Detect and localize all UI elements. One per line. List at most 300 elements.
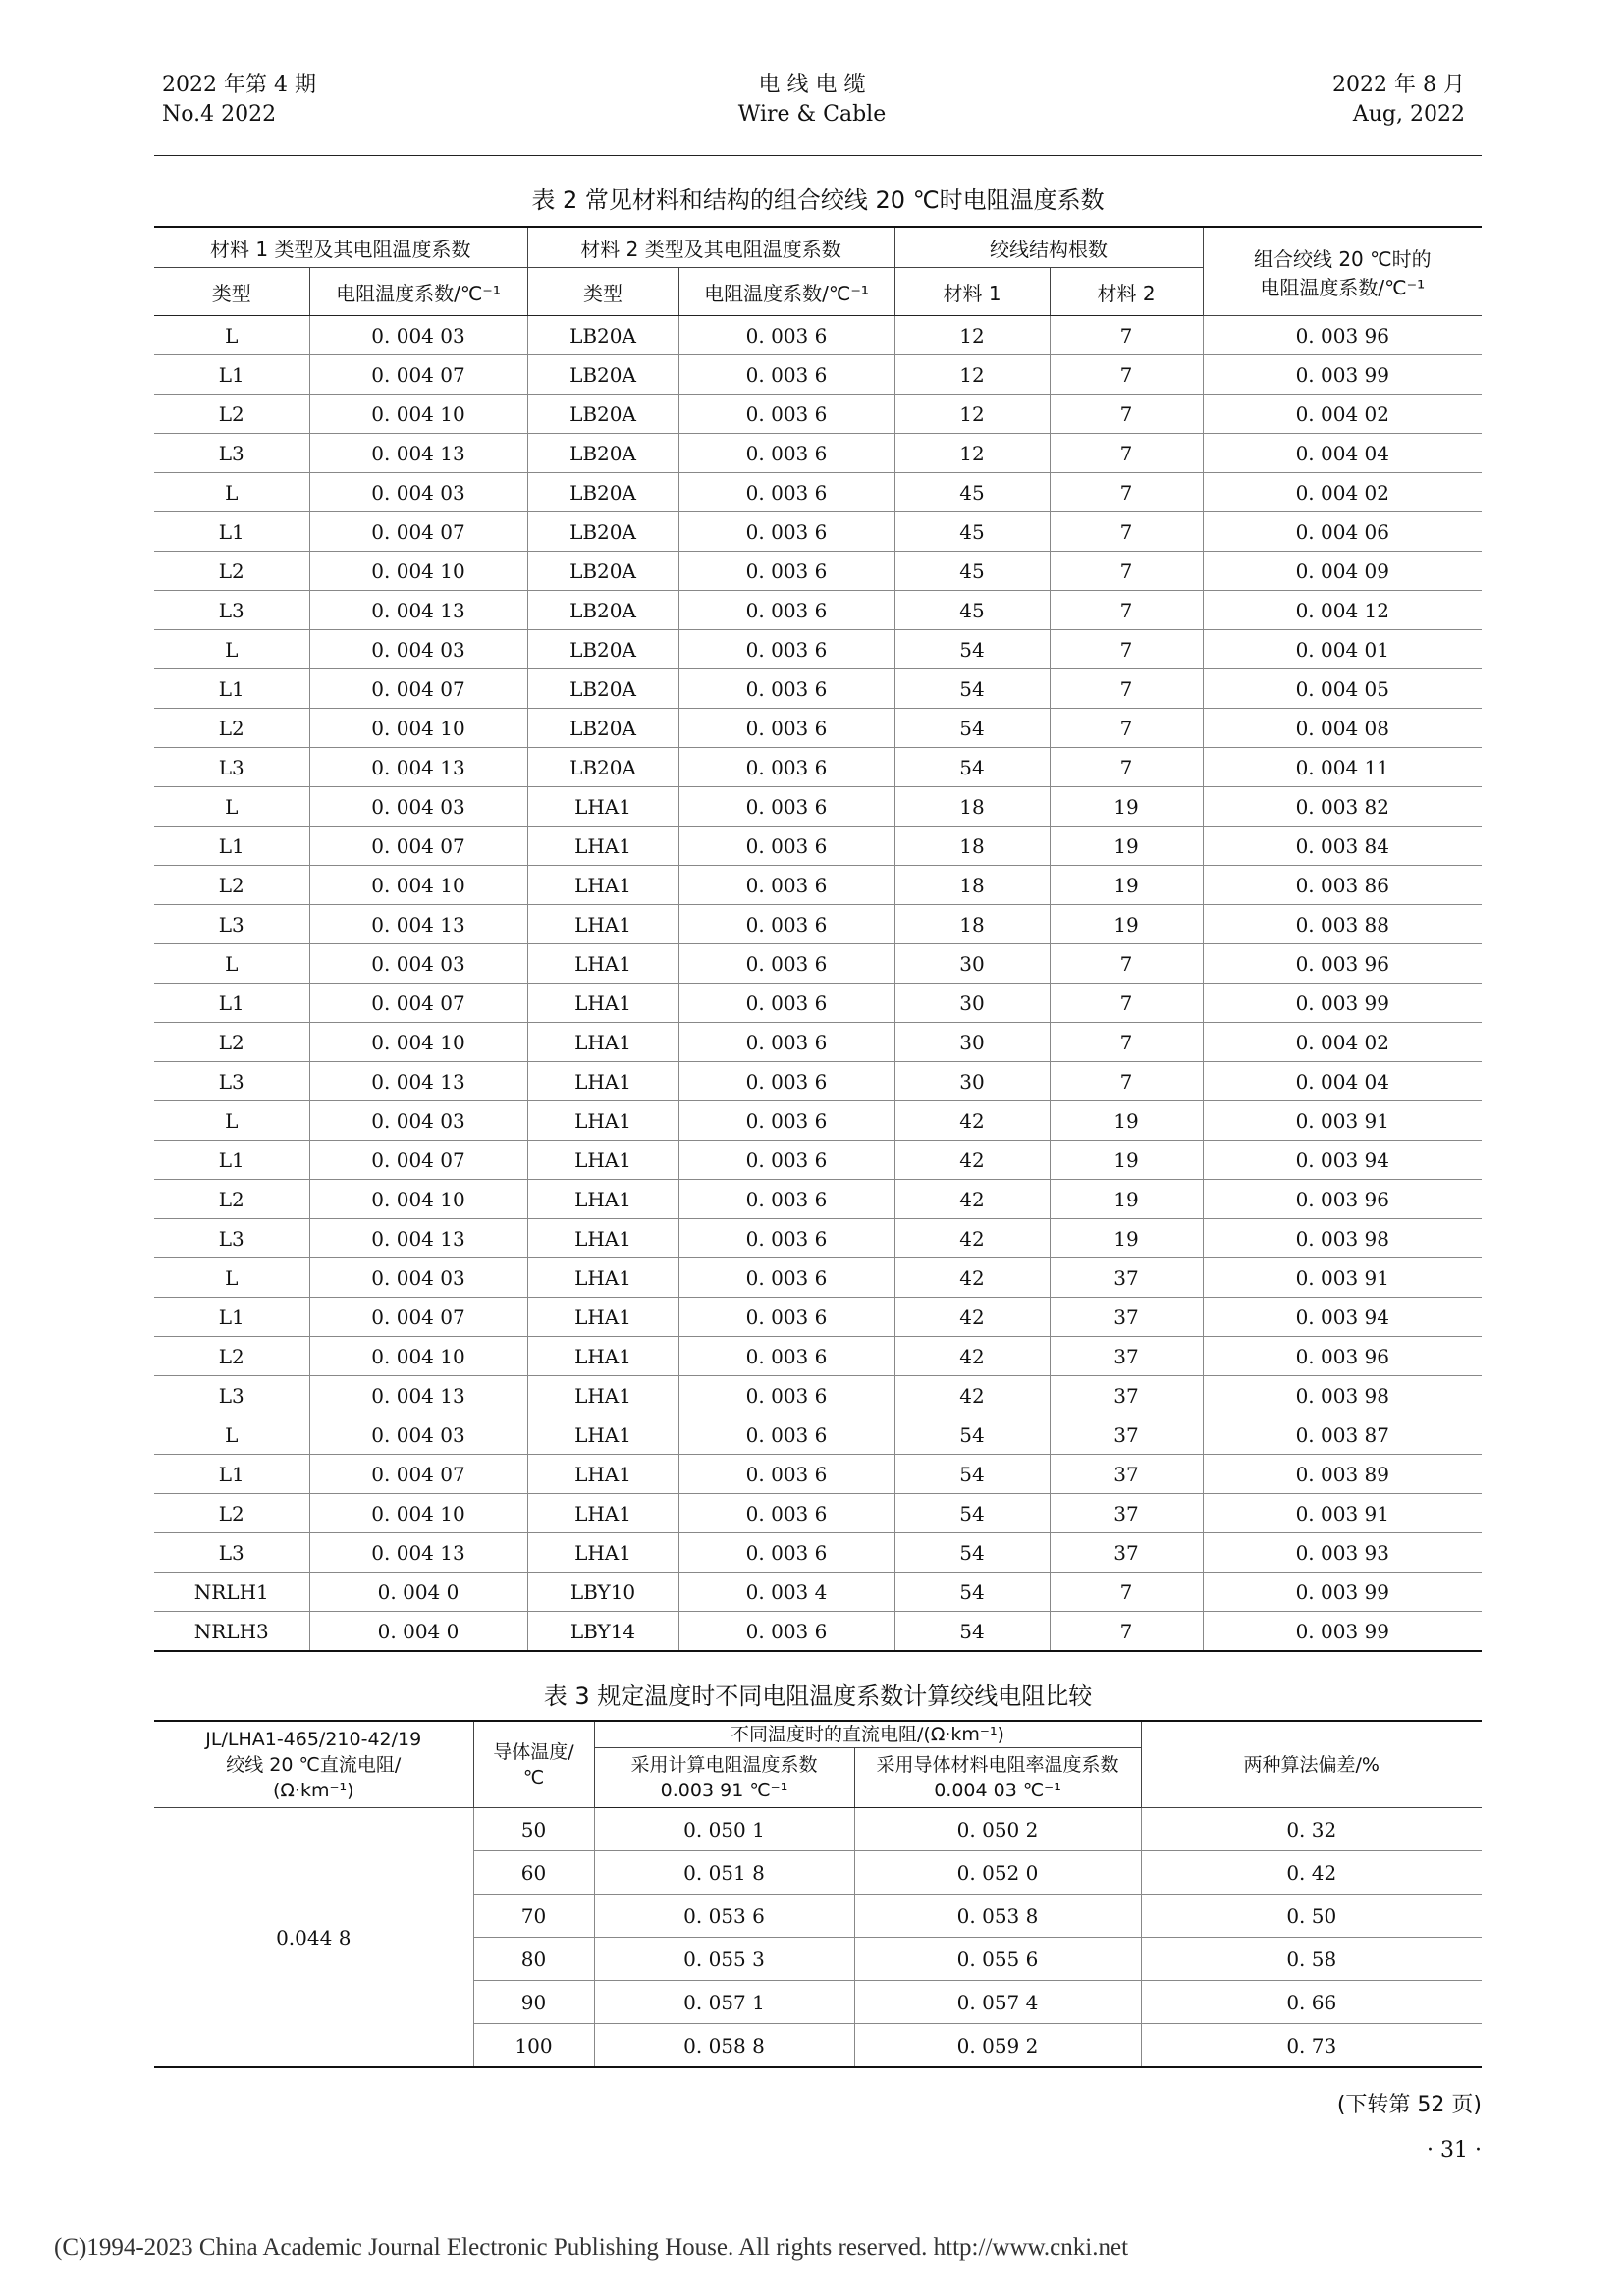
- table-cell: 45: [894, 591, 1050, 630]
- table-cell: LB20A: [527, 552, 678, 591]
- table-cell: 0. 004 06: [1203, 512, 1482, 552]
- page-number: · 31 ·: [1427, 2138, 1482, 2163]
- table-cell: 0. 003 88: [1203, 905, 1482, 944]
- table-row: [154, 1573, 1482, 1612]
- table-cell: LB20A: [527, 473, 678, 512]
- table-cell: 0. 42: [1141, 1851, 1482, 1895]
- table-row: [154, 552, 1482, 591]
- header-combined-coef: [1203, 227, 1482, 316]
- table-cell: LB20A: [527, 316, 678, 355]
- header-material2: 材料 2 类型及其电阻温度系数: [527, 227, 894, 268]
- table-row: [154, 1376, 1482, 1415]
- table-cell: 0. 004 03: [309, 944, 527, 984]
- table-cell: 0. 004 11: [1203, 748, 1482, 787]
- table-cell: 37: [1050, 1258, 1203, 1298]
- header-combined-coef-line1: 组合绞线 20 ℃时的: [1253, 246, 1432, 271]
- table-cell: LBY14: [527, 1612, 678, 1652]
- table-row: [154, 1533, 1482, 1573]
- header-strand-resistance-line1: JL/LHA1-465/210-42/19: [205, 1728, 422, 1750]
- table-cell: LB20A: [527, 395, 678, 434]
- table-cell: L1: [154, 512, 309, 552]
- table-cell: 37: [1050, 1298, 1203, 1337]
- table-cell: 0. 003 4: [678, 1573, 894, 1612]
- table-cell: 7: [1050, 1573, 1203, 1612]
- table-cell: L3: [154, 1533, 309, 1573]
- table-row: [154, 748, 1482, 787]
- header-type1: 类型: [154, 268, 309, 316]
- table-cell: 7: [1050, 473, 1203, 512]
- table-cell: 45: [894, 552, 1050, 591]
- table-cell: 0. 003 94: [1203, 1141, 1482, 1180]
- table-cell: LB20A: [527, 512, 678, 552]
- header-count1: 材料 1: [894, 268, 1050, 316]
- table-cell: 7: [1050, 944, 1203, 984]
- journal-date: [1332, 71, 1465, 130]
- table-cell: 7: [1050, 1062, 1203, 1101]
- table-cell: 0. 003 6: [678, 630, 894, 669]
- table-cell: LHA1: [527, 787, 678, 827]
- table-cell: 18: [894, 905, 1050, 944]
- table-cell: 0. 003 82: [1203, 787, 1482, 827]
- table-cell: 0. 73: [1141, 2024, 1482, 2068]
- table-cell: 42: [894, 1141, 1050, 1180]
- table-cell: 12: [894, 355, 1050, 395]
- table-row: [154, 1062, 1482, 1101]
- table-cell: L1: [154, 1141, 309, 1180]
- table-cell: 30: [894, 984, 1050, 1023]
- table-row: [154, 1141, 1482, 1180]
- table-cell: 0. 004 10: [309, 709, 527, 748]
- table-cell: 0. 004 03: [309, 1415, 527, 1455]
- table-cell: LHA1: [527, 984, 678, 1023]
- issue-cn: 2022 年第 4 期: [162, 73, 316, 97]
- table-cell: 0. 003 99: [1203, 1612, 1482, 1652]
- table-cell: 60: [473, 1851, 594, 1895]
- table-cell: 54: [894, 1494, 1050, 1533]
- table-cell: L: [154, 787, 309, 827]
- table-cell: 0. 004 03: [309, 473, 527, 512]
- table-cell: 12: [894, 434, 1050, 473]
- table-cell: 0. 004 01: [1203, 630, 1482, 669]
- table-cell: 54: [894, 1415, 1050, 1455]
- table-cell: 19: [1050, 1101, 1203, 1141]
- table-cell: 30: [894, 1023, 1050, 1062]
- table-row: [154, 787, 1482, 827]
- table-cell: NRLH3: [154, 1612, 309, 1652]
- date-cn: 2022 年 8 月: [1332, 73, 1465, 97]
- table-cell: 0. 004 13: [309, 1219, 527, 1258]
- table-cell: 0. 004 13: [309, 434, 527, 473]
- table-cell: 0. 003 6: [678, 355, 894, 395]
- table-cell: LB20A: [527, 748, 678, 787]
- table-cell: L: [154, 1101, 309, 1141]
- table-cell: 0. 004 07: [309, 984, 527, 1023]
- table-cell: 0. 053 6: [594, 1895, 854, 1938]
- table-cell: LHA1: [527, 866, 678, 905]
- table-row: [154, 512, 1482, 552]
- table-cell: 0. 003 86: [1203, 866, 1482, 905]
- table-cell: 0. 057 4: [854, 1981, 1141, 2024]
- table-cell: 0. 003 6: [678, 395, 894, 434]
- table-row: [154, 905, 1482, 944]
- table-cell: 0. 003 91: [1203, 1101, 1482, 1141]
- table-cell: 54: [894, 709, 1050, 748]
- table-cell: 0. 003 6: [678, 512, 894, 552]
- header-strand-count: 绞线结构根数: [894, 227, 1203, 268]
- table-cell: 0. 004 03: [309, 1101, 527, 1141]
- header-deviation: 两种算法偏差/%: [1141, 1721, 1482, 1808]
- header-conductor-temp-line1: 导体温度/: [493, 1740, 574, 1763]
- table-cell: L: [154, 316, 309, 355]
- table-cell: 0. 003 6: [678, 1376, 894, 1415]
- table-cell: 0. 051 8: [594, 1851, 854, 1895]
- table-cell: 0. 003 6: [678, 1415, 894, 1455]
- table-cell: 0. 004 13: [309, 591, 527, 630]
- table-cell: 0. 003 99: [1203, 355, 1482, 395]
- table-row: [154, 709, 1482, 748]
- table-cell: 0. 004 10: [309, 1337, 527, 1376]
- table-cell: 0. 003 6: [678, 1141, 894, 1180]
- table-cell: 19: [1050, 905, 1203, 944]
- table-cell: 0. 003 94: [1203, 1298, 1482, 1337]
- table-cell: 7: [1050, 512, 1203, 552]
- table-cell: LHA1: [527, 1023, 678, 1062]
- table-cell: 0. 004 02: [1203, 1023, 1482, 1062]
- table-cell: 19: [1050, 1141, 1203, 1180]
- table3-caption: 表 3 规定温度时不同电阻温度系数计算绞线电阻比较: [543, 1682, 1093, 1710]
- table-cell: 0. 004 07: [309, 827, 527, 866]
- table-cell: 0. 003 6: [678, 434, 894, 473]
- table-cell: 0. 003 6: [678, 866, 894, 905]
- table-cell: 0. 004 13: [309, 1533, 527, 1573]
- table-cell: 0. 003 6: [678, 473, 894, 512]
- table2-caption: 表 2 常见材料和结构的组合绞线 20 ℃时电阻温度系数: [531, 187, 1105, 214]
- table-cell: LB20A: [527, 630, 678, 669]
- table-row: [154, 1023, 1482, 1062]
- table-cell: 0. 003 6: [678, 1180, 894, 1219]
- table-cell: L1: [154, 1455, 309, 1494]
- table-cell: 0. 050 1: [594, 1808, 854, 1851]
- header-material-coef-line1: 采用导体材料电阻率温度系数: [876, 1754, 1119, 1776]
- header-material1: 材料 1 类型及其电阻温度系数: [154, 227, 527, 268]
- header-coef2: 电阻温度系数/℃⁻¹: [678, 268, 894, 316]
- table-cell: LHA1: [527, 1533, 678, 1573]
- table-cell: LHA1: [527, 827, 678, 866]
- table-cell: 0. 003 99: [1203, 984, 1482, 1023]
- table-cell: L2: [154, 1337, 309, 1376]
- table-cell: LHA1: [527, 1376, 678, 1415]
- header-strand-resistance: [154, 1721, 473, 1808]
- table-cell: L1: [154, 1298, 309, 1337]
- table-cell: 18: [894, 827, 1050, 866]
- table-cell: LHA1: [527, 1062, 678, 1101]
- table-cell: LB20A: [527, 434, 678, 473]
- table-row: [154, 591, 1482, 630]
- header-conductor-temp: [473, 1721, 594, 1808]
- table-cell: 0. 004 07: [309, 1298, 527, 1337]
- table-cell: LHA1: [527, 1101, 678, 1141]
- table-cell: 37: [1050, 1455, 1203, 1494]
- table-cell: 37: [1050, 1494, 1203, 1533]
- table-row: [154, 1455, 1482, 1494]
- table-cell: 0. 003 6: [678, 944, 894, 984]
- header-calc-coef-line1: 采用计算电阻温度系数: [630, 1754, 818, 1776]
- table-row: [154, 1101, 1482, 1141]
- table-cell: 0. 004 13: [309, 905, 527, 944]
- table-cell: 0. 004 03: [309, 1258, 527, 1298]
- table-cell: 0. 003 6: [678, 1455, 894, 1494]
- table-cell: L2: [154, 552, 309, 591]
- table-cell: 0. 050 2: [854, 1808, 1141, 1851]
- header-material-coef: [854, 1748, 1141, 1808]
- table-cell: 0. 053 8: [854, 1895, 1141, 1938]
- table-cell: 12: [894, 395, 1050, 434]
- journal-title-cn: 电 线 电 缆: [758, 73, 866, 97]
- table-cell: 0. 055 3: [594, 1938, 854, 1981]
- header-combined-coef-line2: 电阻温度系数/℃⁻¹: [1260, 275, 1426, 299]
- table-cell: L3: [154, 905, 309, 944]
- table-cell: 0. 003 98: [1203, 1219, 1482, 1258]
- table-cell: 0. 004 10: [309, 552, 527, 591]
- issue-en: No.4 2022: [162, 102, 277, 127]
- table-cell: L2: [154, 395, 309, 434]
- table-cell: 0. 004 07: [309, 1455, 527, 1494]
- table-row: [154, 355, 1482, 395]
- header-coef1: 电阻温度系数/℃⁻¹: [309, 268, 527, 316]
- table-cell: 0. 004 0: [309, 1612, 527, 1652]
- table-cell: 19: [1050, 827, 1203, 866]
- header-conductor-temp-line2: ℃: [522, 1766, 545, 1789]
- table-cell: 0. 003 99: [1203, 1573, 1482, 1612]
- table-cell: L3: [154, 1062, 309, 1101]
- table-cell: 0. 004 04: [1203, 1062, 1482, 1101]
- table-cell: 0. 003 87: [1203, 1415, 1482, 1455]
- table-cell: 42: [894, 1180, 1050, 1219]
- table-cell: 7: [1050, 630, 1203, 669]
- table-cell: 0. 055 6: [854, 1938, 1141, 1981]
- table-cell: 0. 003 6: [678, 669, 894, 709]
- header-calc-coef-line2: 0.003 91 ℃⁻¹: [660, 1780, 788, 1801]
- table-cell: LHA1: [527, 905, 678, 944]
- table-cell: 0. 003 6: [678, 748, 894, 787]
- table-cell: 0. 004 10: [309, 866, 527, 905]
- table-cell: L2: [154, 1023, 309, 1062]
- table-cell: 0. 004 10: [309, 1180, 527, 1219]
- table-cell: 0. 004 13: [309, 1062, 527, 1101]
- table-cell: 7: [1050, 552, 1203, 591]
- table2: [154, 226, 1482, 1652]
- table-cell: LHA1: [527, 944, 678, 984]
- table-cell: 0. 003 91: [1203, 1258, 1482, 1298]
- table-cell: 0. 003 91: [1203, 1494, 1482, 1533]
- table-cell: 0. 004 03: [309, 316, 527, 355]
- table-row: [154, 944, 1482, 984]
- table-cell: 0. 003 6: [678, 1062, 894, 1101]
- continued-note: (下转第 52 页): [1336, 2093, 1482, 2117]
- table-cell: 0. 004 09: [1203, 552, 1482, 591]
- table-row: [154, 630, 1482, 669]
- table-cell: 0. 004 07: [309, 669, 527, 709]
- table-row: [154, 1258, 1482, 1298]
- table-cell: 0. 059 2: [854, 2024, 1141, 2068]
- table-cell: 54: [894, 1455, 1050, 1494]
- date-en: Aug, 2022: [1352, 102, 1465, 127]
- table-cell: 42: [894, 1258, 1050, 1298]
- table-cell: LHA1: [527, 1180, 678, 1219]
- table-cell: L3: [154, 591, 309, 630]
- table-cell: 18: [894, 787, 1050, 827]
- table-cell: L: [154, 473, 309, 512]
- header-calc-coef: [594, 1748, 854, 1808]
- table-cell: L: [154, 1258, 309, 1298]
- table-cell: 54: [894, 630, 1050, 669]
- table-row: [154, 316, 1482, 355]
- table-cell: 0. 003 6: [678, 1298, 894, 1337]
- table-cell: LHA1: [527, 1415, 678, 1455]
- table-cell: L1: [154, 669, 309, 709]
- table-cell: 0. 003 6: [678, 1337, 894, 1376]
- table-cell: L2: [154, 866, 309, 905]
- table-cell: L2: [154, 1180, 309, 1219]
- table-cell: 0. 003 84: [1203, 827, 1482, 866]
- table-cell: 18: [894, 866, 1050, 905]
- table-cell: 0. 004 03: [309, 630, 527, 669]
- table-cell: LBY10: [527, 1573, 678, 1612]
- table-cell: 42: [894, 1298, 1050, 1337]
- table-row: [154, 669, 1482, 709]
- table3: [154, 1720, 1482, 2068]
- table-cell: 0. 003 6: [678, 316, 894, 355]
- header-strand-resistance-line3: (Ω·km⁻¹): [272, 1779, 354, 1801]
- table-cell: 54: [894, 748, 1050, 787]
- table-cell: 0. 004 0: [309, 1573, 527, 1612]
- header-type2: 类型: [527, 268, 678, 316]
- table-row: [154, 1180, 1482, 1219]
- table-cell: 19: [1050, 1180, 1203, 1219]
- table-cell: LB20A: [527, 669, 678, 709]
- table-cell: 0. 004 13: [309, 748, 527, 787]
- table-cell: 100: [473, 2024, 594, 2068]
- table-cell: 7: [1050, 984, 1203, 1023]
- table-cell: 12: [894, 316, 1050, 355]
- table-cell: L3: [154, 1219, 309, 1258]
- header-count2: 材料 2: [1050, 268, 1203, 316]
- table-cell: LHA1: [527, 1494, 678, 1533]
- table-cell: LHA1: [527, 1298, 678, 1337]
- table-cell: 0. 58: [1141, 1938, 1482, 1981]
- table-row: [154, 1219, 1482, 1258]
- table-cell: 0. 003 98: [1203, 1376, 1482, 1415]
- table-cell: 0. 003 6: [678, 984, 894, 1023]
- table-cell: 42: [894, 1337, 1050, 1376]
- table-cell: 54: [894, 1573, 1050, 1612]
- table-cell: 45: [894, 473, 1050, 512]
- table-cell: 37: [1050, 1533, 1203, 1573]
- table-cell: 0. 66: [1141, 1981, 1482, 2024]
- table-cell: 7: [1050, 748, 1203, 787]
- table-cell: LB20A: [527, 355, 678, 395]
- table-cell: 30: [894, 1062, 1050, 1101]
- table-row: [154, 434, 1482, 473]
- table-cell: L1: [154, 827, 309, 866]
- table-cell: 7: [1050, 591, 1203, 630]
- header-rule: [154, 155, 1482, 156]
- table-cell: 54: [894, 669, 1050, 709]
- table-cell: LB20A: [527, 591, 678, 630]
- table-cell: 7: [1050, 316, 1203, 355]
- table-row: [154, 984, 1482, 1023]
- copyright-notice: (C)1994-2023 China Academic Journal Electronic Publishing House. All rights reserved. http://www.cnki.net: [54, 2234, 1129, 2261]
- table-cell: 0. 003 6: [678, 1258, 894, 1298]
- table-cell: L1: [154, 355, 309, 395]
- table-cell: 0. 003 96: [1203, 1337, 1482, 1376]
- table-cell: 0. 004 10: [309, 1023, 527, 1062]
- table-cell: 7: [1050, 709, 1203, 748]
- table-cell: 37: [1050, 1415, 1203, 1455]
- table-cell: 0. 004 07: [309, 355, 527, 395]
- table-cell: 0. 003 93: [1203, 1533, 1482, 1573]
- table-cell: 37: [1050, 1337, 1203, 1376]
- table-cell: 7: [1050, 355, 1203, 395]
- table-cell: L: [154, 630, 309, 669]
- table-cell: 19: [1050, 1219, 1203, 1258]
- table-cell: 70: [473, 1895, 594, 1938]
- table-cell: LHA1: [527, 1337, 678, 1376]
- table-cell: 37: [1050, 1376, 1203, 1415]
- table-cell: LHA1: [527, 1219, 678, 1258]
- table-cell: 90: [473, 1981, 594, 2024]
- table-cell: 0. 058 8: [594, 2024, 854, 2068]
- table-cell: LB20A: [527, 709, 678, 748]
- header-material-coef-line2: 0.004 03 ℃⁻¹: [934, 1780, 1061, 1801]
- table-cell: 0. 004 05: [1203, 669, 1482, 709]
- table-cell: 0. 003 96: [1203, 1180, 1482, 1219]
- table-cell: 0. 003 6: [678, 1023, 894, 1062]
- table-cell: 0. 004 02: [1203, 473, 1482, 512]
- table-cell: 0. 003 6: [678, 905, 894, 944]
- table-cell: 0. 003 6: [678, 1101, 894, 1141]
- table-cell: 0. 003 6: [678, 1494, 894, 1533]
- header-strand-resistance-line2: 绞线 20 ℃直流电阻/: [226, 1753, 402, 1776]
- table-cell: 7: [1050, 1612, 1203, 1652]
- header-dc-resistance: 不同温度时的直流电阻/(Ω·km⁻¹): [594, 1721, 1141, 1748]
- table-cell: NRLH1: [154, 1573, 309, 1612]
- table-cell: L2: [154, 709, 309, 748]
- table-cell: 0. 004 03: [309, 787, 527, 827]
- table-cell: L1: [154, 984, 309, 1023]
- table-cell: 0. 003 6: [678, 552, 894, 591]
- table-cell: 0. 003 96: [1203, 316, 1482, 355]
- table-cell: 0. 004 10: [309, 395, 527, 434]
- strand-resistance-cell: 0.044 8: [154, 1808, 473, 2068]
- table-cell: 0. 003 6: [678, 1219, 894, 1258]
- table-cell: L3: [154, 434, 309, 473]
- table-row: [154, 1494, 1482, 1533]
- table-cell: 0. 052 0: [854, 1851, 1141, 1895]
- table-row: [154, 1612, 1482, 1652]
- table-cell: L2: [154, 1494, 309, 1533]
- table-cell: 0. 50: [1141, 1895, 1482, 1938]
- table-cell: 42: [894, 1219, 1050, 1258]
- table-cell: LHA1: [527, 1455, 678, 1494]
- table-cell: 0. 004 02: [1203, 395, 1482, 434]
- table-cell: 0. 003 96: [1203, 944, 1482, 984]
- table-cell: 30: [894, 944, 1050, 984]
- table-cell: 0. 004 13: [309, 1376, 527, 1415]
- table-cell: 54: [894, 1533, 1050, 1573]
- table-cell: 0. 004 08: [1203, 709, 1482, 748]
- table-row: [154, 1298, 1482, 1337]
